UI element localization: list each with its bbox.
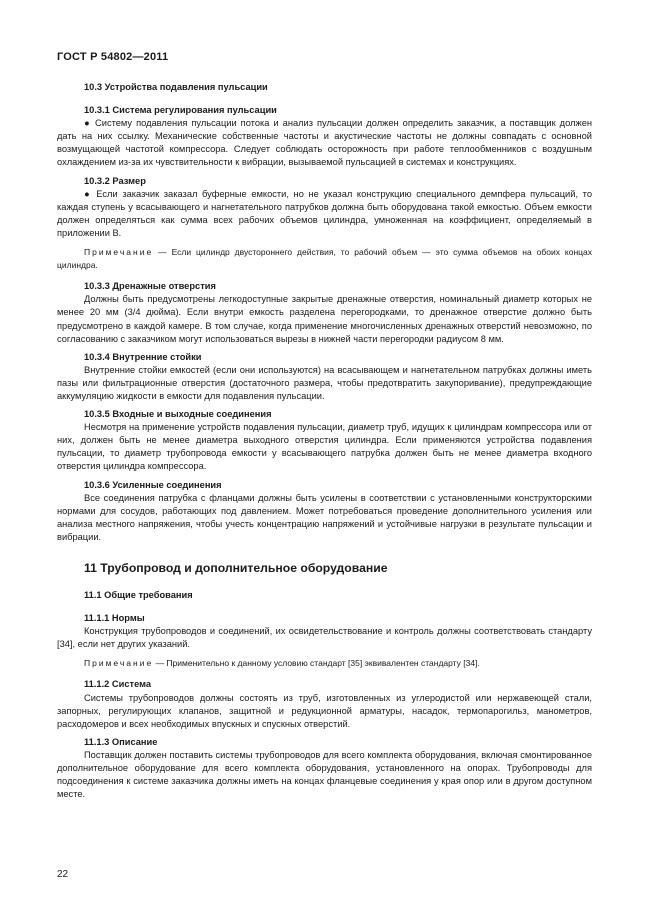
section-10-3-4-heading: 10.3.4 Внутренние стойки xyxy=(84,351,202,362)
section-10-3-5-heading: 10.3.5 Входные и выходные соединения xyxy=(84,409,272,420)
section-11-1-2-paragraph: Системы трубопроводов должны состоять из труб, изготовленных из углеродистой или нержавеющей стали, запорных, регулирующих клапанов, защитной и редукционной арматуры, насадок, термопарогильз, манометров, расходомеров и всех необходимых впускных и спускных отверстий. xyxy=(57,692,592,729)
section-10-3-heading: 10.3 Устройства подавления пульсации xyxy=(84,82,268,92)
note-2 xyxy=(57,657,592,670)
section-11-heading: 11 Трубопровод и дополнительное оборудование xyxy=(84,561,388,575)
section-10-3-1-heading: 10.3.1 Система регулирования пульсации xyxy=(84,105,277,116)
page-content xyxy=(57,81,592,801)
section-10-3-6-heading: 10.3.6 Усиленные соединения xyxy=(84,479,222,490)
note-1-label: Примечание xyxy=(84,247,154,258)
section-11-1-heading: 11.1 Общие требования xyxy=(84,590,193,600)
section-10-3-3-paragraph: Должны быть предусмотрены легкодоступные закрытые дренажные отверстия, номинальный диаметр которых не менее 20 мм (3/4 дюйма). Если внутри емкость разделена перегородками, то дренажное отверстие должно быть предусмотрено в каждой камере. В том случае, когда применение многочисленных дренажных отверстий невозможно, по согласованию с заказчиком могут использоваться вырезы в нижней части перегородки радиусом 8 мм. xyxy=(57,294,592,344)
page-number: 22 xyxy=(57,869,69,880)
section-10-3-1-paragraph: ● Систему подавления пульсации потока и анализ пульсации должен определить заказчик, а поставщик должен дать на них ссылку. Механические собственные частоты и акустические частоты не должны совпадать с основной возмущающей частотой компрессора. Следует соблюдать осторожность при работе теплообменников с воздушным охлаждением из-за их чувствительности к вибрации, вызываемой пульсацией в системах и конструкциях. xyxy=(57,118,592,168)
note-2-label: Примечание xyxy=(84,658,154,669)
section-10-3-2-paragraph: ● Если заказчик заказал буферные емкости, но не указал конструкцию специального демпфера пульсаций, то каждая ступень у всасывающего и нагнетательного патрубков должна быть оборудована такой емкостью. Объем емкости должен определяться как сумма всех рабочих объемов цилиндра, умноженная на коэффициент, определяемый в приложении В. xyxy=(57,188,592,238)
standard-code-header: ГОСТ Р 54802—2011 xyxy=(57,51,169,63)
section-11-1-3-paragraph: Поставщик должен поставить системы трубопроводов для всего комплекта оборудования, включая смонтированное дополнительное оборудование для всего комплекта оборудования, установленного на опорах. Трубопроводы для подсоединения к системе заказчика должны иметь на концах фланцевые соединения у края опор или в другом доступном месте. xyxy=(57,749,592,800)
section-11-1-2-heading: 11.1.2 Система xyxy=(84,679,152,690)
section-10-3-3-heading: 10.3.3 Дренажные отверстия xyxy=(84,281,216,292)
section-11-1-1-paragraph: Конструкция трубопроводов и соединений, их освидетельствование и контроль должны соответствовать стандарту [34], если нет других указаний. xyxy=(57,626,592,650)
note-2-text: — Применительно к данному условию стандарт [35] эквивалентен стандарту [34]. xyxy=(153,658,480,669)
section-11-1-3-heading: 11.1.3 Описание xyxy=(84,736,158,747)
section-10-3-6-paragraph: Все соединения патрубка с фланцами должны быть усилены в соответствии с установленными конструкторскими нормами для сосудов, работающих под давлением. Может потребоваться проведение дополнительного усиления или анализа местного напряжения, чтобы учесть концентрацию напряжений и устойчивые нагрузки в результате пульсации и вибрации. xyxy=(57,492,592,542)
note-1-text: — Если цилиндр двустороннего действия, то рабочий объем — это сумма объемов на обоих концах цилиндра. xyxy=(57,247,592,271)
note-1 xyxy=(57,246,592,272)
section-10-3-2-heading: 10.3.2 Размер xyxy=(84,175,146,186)
section-10-3-4-paragraph: Внутренние стойки емкостей (если они используются) на всасывающем и нагнетательном патрубках должны иметь пазы или фильтрационные отверстия (достаточного размера, чтобы предотвратить закупоривание), предупреждающие аккумуляцию жидкости в емкости для подавления пульсации. xyxy=(57,364,592,401)
section-11-1-1-heading: 11.1.1 Нормы xyxy=(84,613,145,624)
section-10-3-5-paragraph: Несмотря на применение устройств подавления пульсации, диаметр труб, идущих к цилиндрам компрессора или от них, должен быть не менее диаметра выходного отверстия цилиндра. Если применяются устройства подавления пульсации, то диаметр трубопровода емкости у всасывающего патрубка должен быть не менее диаметра входного отверстия цилиндра компрессора. xyxy=(57,422,592,472)
